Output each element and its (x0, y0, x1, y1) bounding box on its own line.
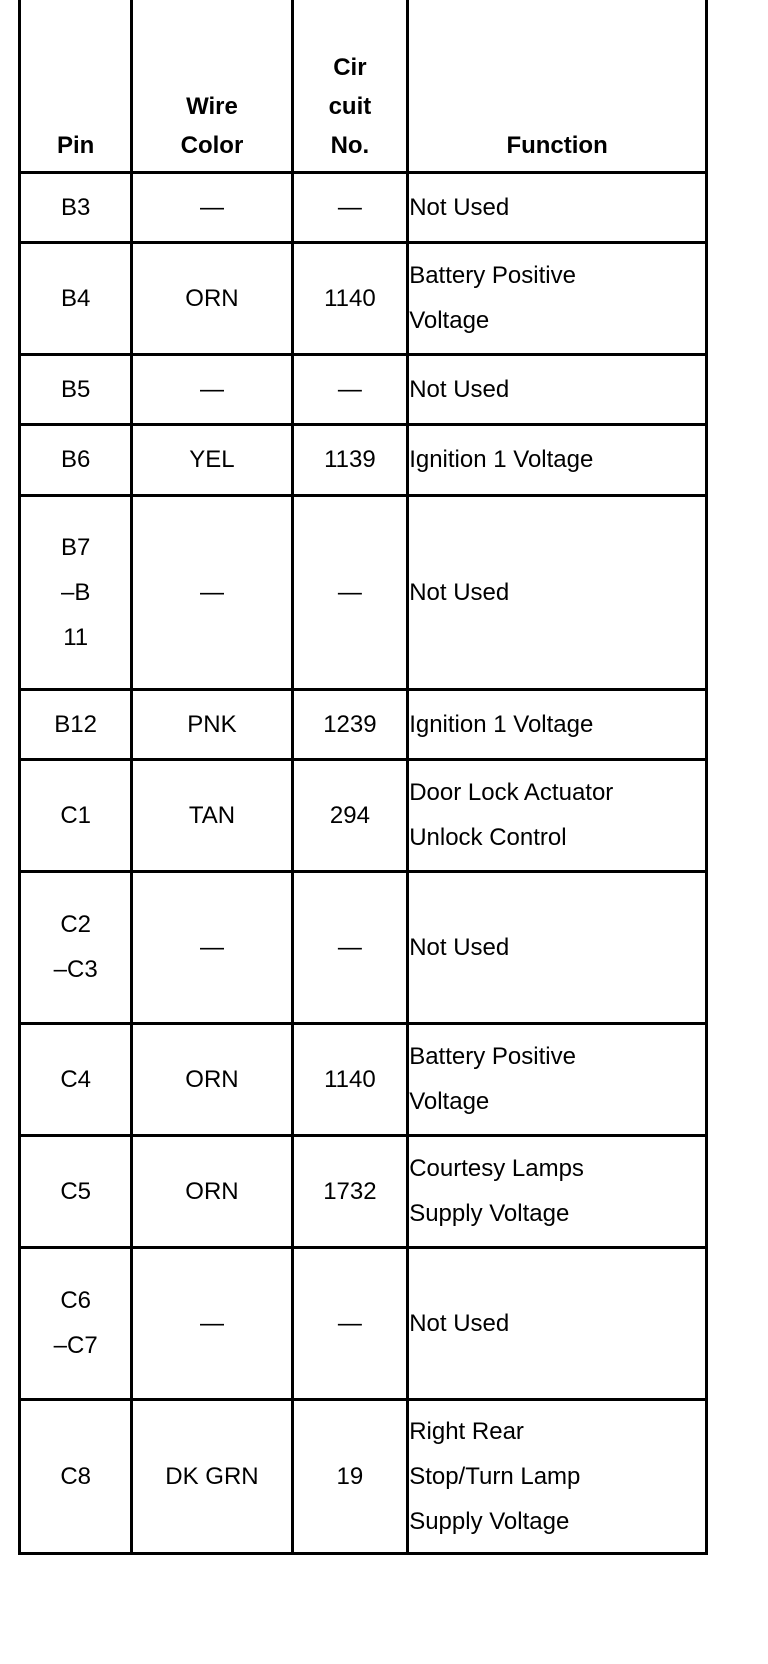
pin-cell: C8 (20, 1399, 132, 1553)
circuit-cell: 1239 (292, 689, 408, 759)
function-cell: Battery Positive Voltage (408, 242, 707, 354)
function-cell: Door Lock Actuator Unlock Control (408, 759, 707, 871)
table-row (20, 495, 707, 689)
circuit-cell: 1140 (292, 1023, 408, 1135)
table-row (20, 871, 707, 1023)
table-row (20, 1399, 707, 1553)
wire-color-cell: — (132, 172, 292, 242)
pin-cell: B12 (20, 689, 132, 759)
function-cell: Ignition 1 Voltage (408, 424, 707, 495)
function-cell: Ignition 1 Voltage (408, 689, 707, 759)
circuit-cell: — (292, 871, 408, 1023)
header-circuit-no: Cir cuit No. (292, 0, 408, 172)
circuit-cell: 1140 (292, 242, 408, 354)
pin-cell: B6 (20, 424, 132, 495)
function-cell: Not Used (408, 495, 707, 689)
wire-color-cell: TAN (132, 759, 292, 871)
pin-cell: C2 –C3 (20, 871, 132, 1023)
wire-color-cell: — (132, 1247, 292, 1399)
circuit-cell: 19 (292, 1399, 408, 1553)
pin-cell: B5 (20, 354, 132, 424)
circuit-cell: — (292, 495, 408, 689)
header-pin: Pin (20, 0, 132, 172)
header-function: Function (408, 0, 707, 172)
pin-cell: C1 (20, 759, 132, 871)
wire-color-cell: — (132, 871, 292, 1023)
table-row (20, 689, 707, 759)
pin-cell: B4 (20, 242, 132, 354)
wire-color-cell: DK GRN (132, 1399, 292, 1553)
table-row (20, 172, 707, 242)
table-row (20, 354, 707, 424)
connector-pinout-table (18, 0, 708, 1555)
table-row (20, 424, 707, 495)
wire-color-cell: — (132, 495, 292, 689)
circuit-cell: 1139 (292, 424, 408, 495)
table-row (20, 242, 707, 354)
pin-cell: C4 (20, 1023, 132, 1135)
table-row (20, 759, 707, 871)
function-cell: Courtesy Lamps Supply Voltage (408, 1135, 707, 1247)
wire-color-cell: ORN (132, 1135, 292, 1247)
table-row (20, 1135, 707, 1247)
pin-cell: B7 –B 11 (20, 495, 132, 689)
header-row (20, 0, 707, 172)
wire-color-cell: YEL (132, 424, 292, 495)
pin-cell: B3 (20, 172, 132, 242)
table-row (20, 1023, 707, 1135)
pin-cell: C5 (20, 1135, 132, 1247)
wire-color-cell: ORN (132, 242, 292, 354)
circuit-cell: — (292, 172, 408, 242)
function-cell: Not Used (408, 172, 707, 242)
wire-color-cell: PNK (132, 689, 292, 759)
function-cell: Right Rear Stop/Turn Lamp Supply Voltage (408, 1399, 707, 1553)
circuit-cell: 294 (292, 759, 408, 871)
function-cell: Not Used (408, 871, 707, 1023)
function-cell: Battery Positive Voltage (408, 1023, 707, 1135)
table-row (20, 1247, 707, 1399)
wire-color-cell: — (132, 354, 292, 424)
function-cell: Not Used (408, 1247, 707, 1399)
pin-cell: C6 –C7 (20, 1247, 132, 1399)
wire-color-cell: ORN (132, 1023, 292, 1135)
circuit-cell: — (292, 1247, 408, 1399)
circuit-cell: 1732 (292, 1135, 408, 1247)
header-wire-color: Wire Color (132, 0, 292, 172)
circuit-cell: — (292, 354, 408, 424)
function-cell: Not Used (408, 354, 707, 424)
